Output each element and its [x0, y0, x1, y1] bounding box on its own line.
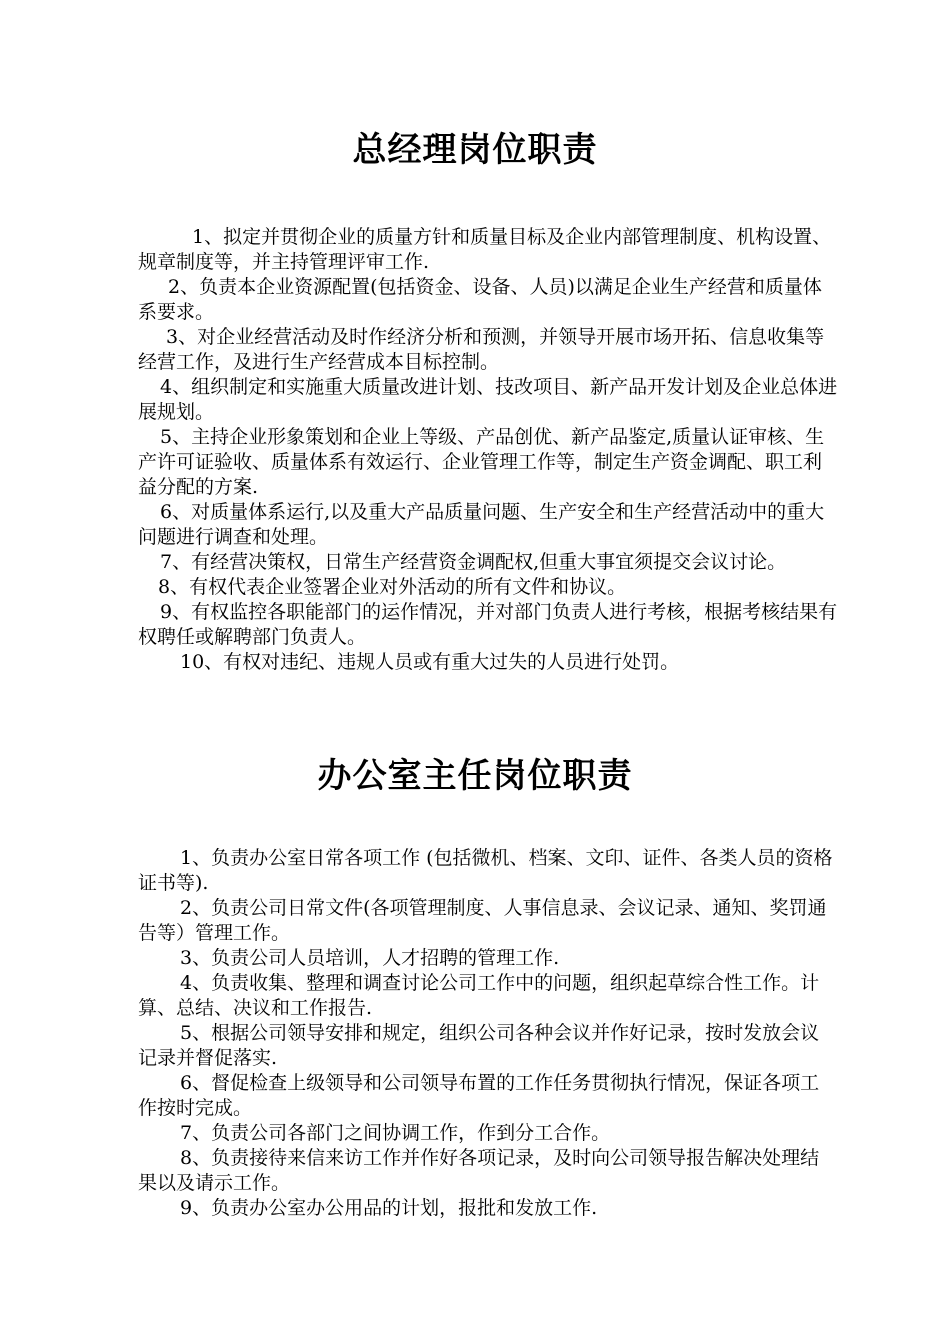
duty-item: 8、负责接待来信来访工作并作好各项记录，及时向公司领导报告解决处理结果以及请示工作。 — [138, 1147, 820, 1194]
duty-item: 3、对企业经营活动及时作经济分析和预测，并领导开展市场开拓、信息收集等经营工作，及进行生产经营成本目标控制。 — [138, 326, 825, 373]
office-director-duty-list — [138, 846, 838, 1221]
general-manager-duty-list — [138, 225, 838, 675]
duty-item: 7、负责公司各部门之间协调工作，作到分工合作。 — [180, 1122, 611, 1144]
section-title-general-manager: 总经理岗位职责 — [352, 130, 598, 170]
duty-item: 9、有权监控各职能部门的运作情况，并对部门负责人进行考核，根据考核结果有权聘任或解聘部门负责人。 — [138, 601, 838, 648]
duty-item: 4、负责收集、整理和调查讨论公司工作中的问题，组织起草综合性工作。计算、总结、决议和工作报告. — [138, 972, 820, 1019]
duty-item: 3、负责公司人员培训，人才招聘的管理工作. — [180, 947, 560, 969]
section-title-office-director: 办公室主任岗位职责 — [317, 756, 633, 796]
duty-item: 10、有权对违纪、违规人员或有重大过失的人员进行处罚。 — [180, 651, 680, 673]
duty-item: 1、拟定并贯彻企业的质量方针和质量目标及企业内部管理制度、机构设置、规章制度等，并主持管理评审工作. — [138, 226, 832, 273]
duty-item: 2、负责公司日常文件(各项管理制度、人事信息录、会议记录、通知、奖罚通告等）管理工作。 — [138, 897, 827, 944]
duty-item: 1、负责办公室日常各项工作 (包括微机、档案、文印、证件、各类人员的资格证书等). — [138, 847, 833, 894]
duty-item: 9、负责办公室办公用品的计划，报批和发放工作. — [180, 1197, 598, 1219]
duty-item: 7、有经营决策权，日常生产经营资金调配权,但重大事宜须提交会议讨论。 — [160, 551, 787, 573]
duty-item: 8、有权代表企业签署企业对外活动的所有文件和协议。 — [158, 576, 627, 598]
duty-item: 4、组织制定和实施重大质量改进计划、技改项目、新产品开发计划及企业总体进展规划。 — [138, 376, 838, 423]
duty-item: 2、负责本企业资源配置(包括资金、设备、人员)以满足企业生产经营和质量体系要求。 — [138, 276, 822, 323]
duty-item: 5、主持企业形象策划和企业上等级、产品创优、新产品鉴定,质量认证审核、生产许可证验收、质量体系有效运行、企业管理工作等，制定生产资金调配、职工利益分配的方案. — [138, 426, 825, 498]
duty-item: 6、督促检查上级领导和公司领导布置的工作任务贯彻执行情况，保证各项工作按时完成。 — [138, 1072, 820, 1119]
duty-item: 5、根据公司领导安排和规定，组织公司各种会议并作好记录，按时发放会议记录并督促落实. — [138, 1022, 820, 1069]
duty-item: 6、对质量体系运行,以及重大产品质量问题、生产安全和生产经营活动中的重大问题进行调查和处理。 — [138, 501, 825, 548]
